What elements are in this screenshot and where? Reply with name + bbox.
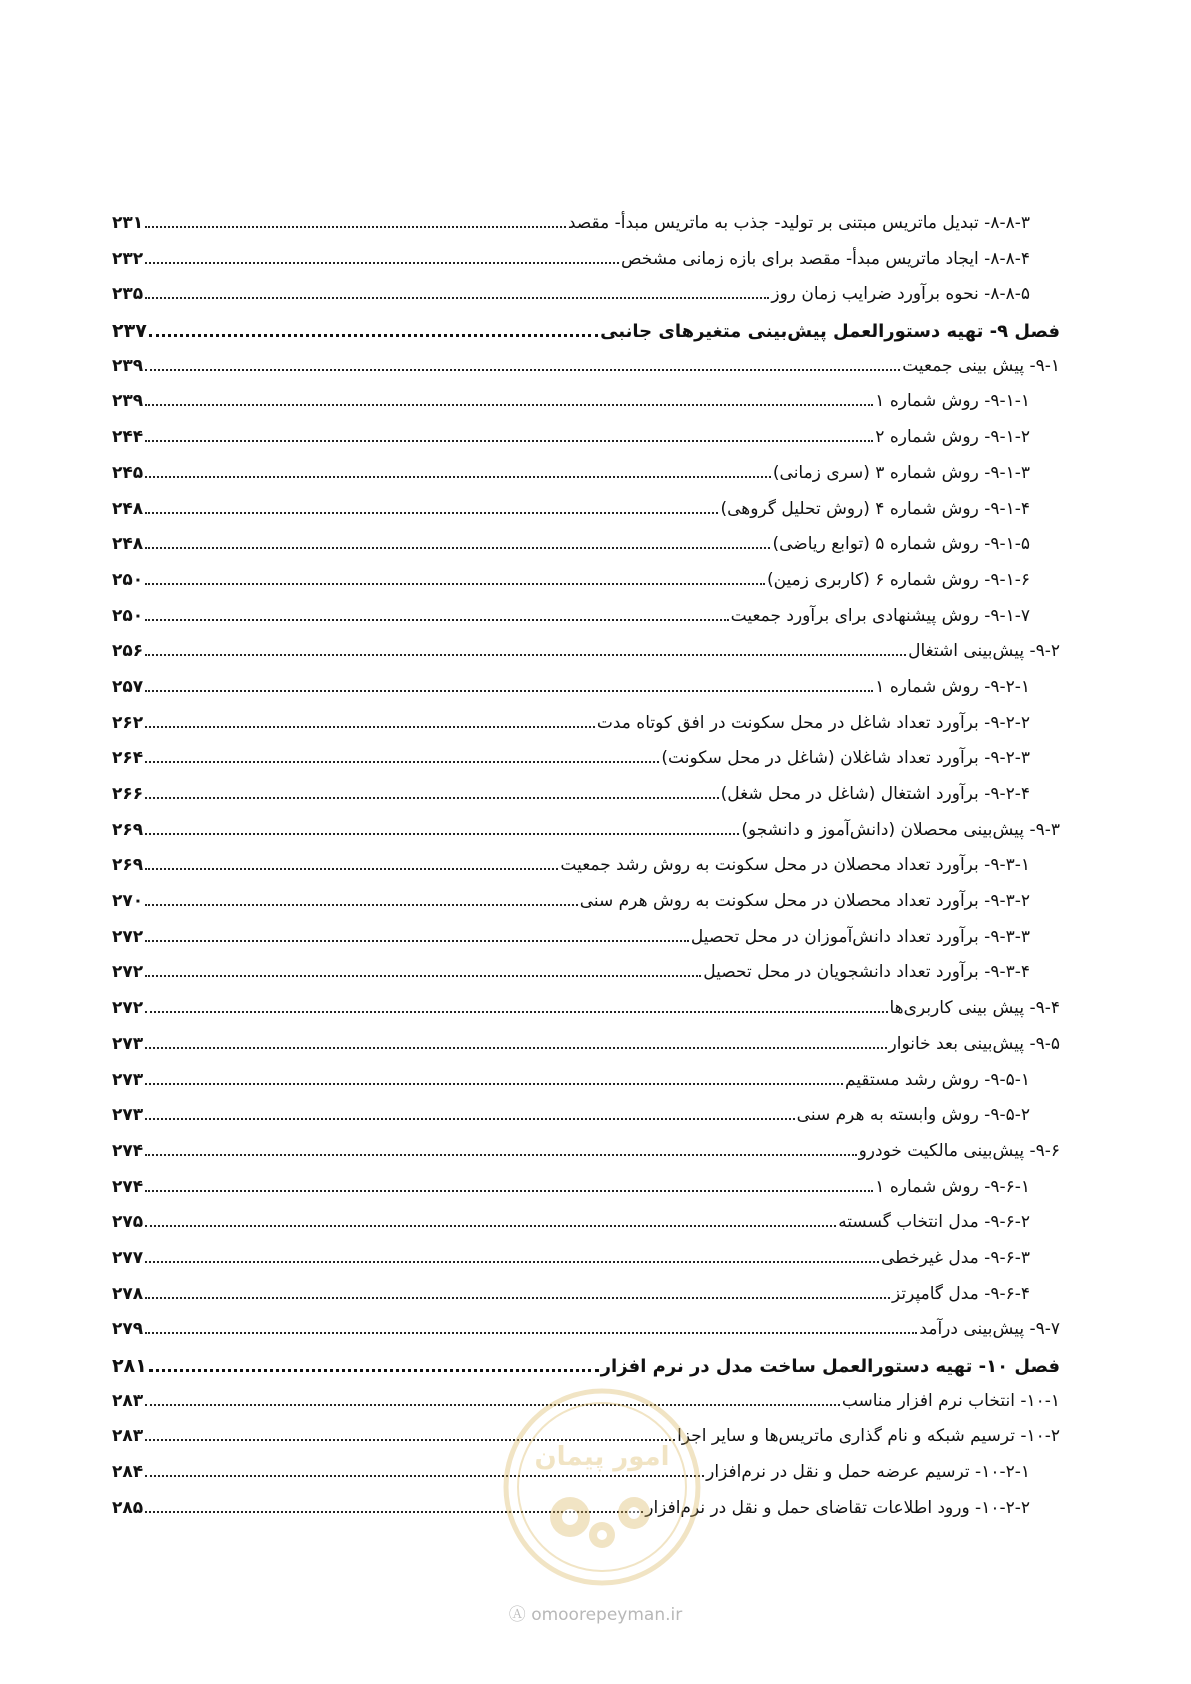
toc-entry-title: ۸-۸-۳- تبدیل ماتریس مبتنی بر تولید- جذب به ماتریس مبدأ- مقصد (567, 213, 1030, 233)
toc-entry[interactable] (112, 606, 1060, 642)
toc-entry-page: ۲۶۹ (112, 819, 144, 840)
toc-entry-page: ۲۷۹ (112, 1319, 144, 1340)
toc-entry-page: ۲۷۲ (112, 926, 144, 947)
toc-entry-page: ۲۷۲ (112, 998, 144, 1019)
dot-leader (145, 653, 906, 656)
toc-entry-title: ۹-۶-۱- روش شماره ۱ (875, 1176, 1030, 1197)
toc-entry-title: ۹-۲-۱- روش شماره ۱ (875, 676, 1030, 697)
toc-entry-title: ۹-۶-۴- مدل گامپرتز (892, 1283, 1030, 1304)
dot-leader (145, 1296, 890, 1299)
toc-entry-title: ۹-۶- پیش‌بینی مالکیت خودرو (858, 1140, 1060, 1161)
toc-entry-page: ۲۷۵ (112, 1212, 144, 1233)
toc-entry[interactable] (112, 998, 1060, 1034)
toc-entry-page: ۲۷۰ (112, 891, 144, 912)
toc-entry-page: ۲۵۷ (112, 676, 144, 697)
dot-leader (145, 618, 728, 621)
toc-entry-title: ۹-۱-۵- روش شماره ۵ (توابع ریاضی) (772, 534, 1030, 555)
toc-chapter-entry[interactable] (112, 320, 1060, 356)
toc-entry[interactable] (112, 570, 1060, 606)
toc-entry[interactable] (112, 962, 1060, 998)
dot-leader (145, 1082, 843, 1085)
toc-entry[interactable] (112, 1248, 1060, 1284)
dot-leader (149, 333, 598, 337)
toc-entry[interactable] (112, 427, 1060, 463)
toc-entry-title: ۹-۱-۴- روش شماره ۴ (روش تحلیل گروهی) (720, 498, 1030, 519)
toc-entry-title: ۹-۳-۳- برآورد تعداد دانش‌آموزان در محل تحصیل (690, 926, 1030, 947)
dot-leader (145, 1117, 795, 1120)
toc-entry-page: ۲۵۰ (112, 569, 144, 590)
toc-entry-page: ۲۳۹ (112, 355, 144, 376)
toc-entry[interactable] (112, 499, 1060, 535)
toc-entry[interactable] (112, 927, 1060, 963)
toc-entry[interactable] (112, 356, 1060, 392)
toc-entry[interactable] (112, 1212, 1060, 1248)
dot-leader (145, 368, 900, 371)
dot-leader (145, 1260, 879, 1263)
toc-entry-page: ۲۷۷ (112, 1247, 144, 1268)
toc-entry-title: ۱۰-۲-۱- ترسیم عرضه حمل و نقل در نرم‌افزار (706, 1462, 1030, 1483)
dot-leader (145, 939, 689, 942)
toc-entry-title: ۹-۷- پیش‌بینی درآمد (919, 1319, 1060, 1340)
toc-entry-page: ۲۴۵ (112, 462, 144, 483)
toc-entry-page: ۲۷۲ (112, 962, 144, 983)
dot-leader (145, 832, 739, 835)
watermark-url (0, 1600, 1191, 1625)
toc-entry[interactable] (112, 677, 1060, 713)
toc-entry-page: ۲۶۲ (112, 712, 144, 733)
toc-entry[interactable] (112, 1070, 1060, 1106)
toc-entry-title: ۹-۳- پیش‌بینی محصلان (دانش‌آموز و دانشجو) (741, 819, 1060, 840)
toc-entry[interactable] (112, 1284, 1060, 1320)
toc-entry-title: ۹-۱-۷- روش پیشنهادی برای برآورد جمعیت (730, 605, 1030, 626)
toc-entry[interactable] (112, 1105, 1060, 1141)
dot-leader (145, 1331, 917, 1334)
toc-entry[interactable] (112, 213, 1060, 249)
dot-leader (149, 1368, 599, 1372)
toc-entry-page: ۲۴۸ (112, 498, 144, 519)
dot-leader (145, 867, 558, 870)
toc-entry-page: ۲۳۵ (112, 284, 144, 305)
dot-leader (145, 689, 873, 692)
toc-entry-title: ۹-۱-۳- روش شماره ۳ (سری زمانی) (772, 462, 1030, 483)
toc-entry-page: ۲۶۶ (112, 784, 144, 804)
toc-entry[interactable] (112, 1034, 1060, 1070)
toc-entry-title: ۹-۱-۲- روش شماره ۲ (875, 427, 1030, 448)
toc-entry-page: ۲۸۳ (112, 1426, 144, 1447)
toc-entry-page: ۲۶۴ (112, 748, 144, 769)
toc-entry[interactable] (112, 1319, 1060, 1355)
toc-entry[interactable] (112, 1141, 1060, 1177)
toc-entry-title: ۸-۸-۵- نحوه برآورد ضرایب زمان روز (771, 284, 1030, 305)
toc-entry-title: ۹-۶-۳- مدل غیرخطی (880, 1247, 1030, 1268)
toc-chapter-page: ۲۳۷ (112, 320, 147, 343)
dot-leader (145, 475, 771, 478)
toc-entry[interactable] (112, 534, 1060, 570)
toc-entry[interactable] (112, 891, 1060, 927)
table-of-contents (112, 213, 1060, 1533)
dot-leader (145, 1224, 836, 1227)
toc-entry-title: ۹-۳-۴- برآورد تعداد دانشجویان در محل تحصیل (703, 962, 1030, 983)
dot-leader (145, 974, 701, 977)
dot-leader (145, 582, 765, 585)
toc-entry-page: ۲۷۳ (112, 1105, 144, 1126)
dot-leader (145, 403, 873, 406)
dot-leader (145, 1010, 887, 1013)
dot-leader (145, 1153, 856, 1156)
toc-entry-page: ۲۷۴ (112, 1176, 144, 1197)
toc-entry[interactable] (112, 713, 1060, 749)
toc-entry-title: ۹-۵-۲- روش وابسته به هرم سنی (796, 1105, 1030, 1126)
toc-entry-page: ۲۷۸ (112, 1283, 144, 1304)
toc-entry-title: ۹-۳-۲- برآورد تعداد محصلان در محل سکونت به روش هرم سنی (579, 891, 1030, 912)
dot-leader (145, 261, 619, 264)
toc-entry-title: ۹-۱-۶- روش شماره ۶ (کاربری زمین) (766, 569, 1030, 590)
toc-entry-title: ۹-۱-۱- روش شماره ۱ (875, 391, 1030, 412)
toc-entry-page: ۲۸۵ (112, 1497, 144, 1518)
toc-entry-title: ۹-۲- پیش‌بینی اشتغال (908, 641, 1060, 662)
toc-chapter-title: فصل ۹- تهیه دستورالعمل پیش‌بینی متغیرهای جانبی (600, 321, 1060, 343)
dot-leader (145, 725, 595, 728)
toc-chapter-title: فصل ۱۰- تهیه دستورالعمل ساخت مدل در نرم افزار (600, 1356, 1060, 1377)
toc-entry-title: ۱۰-۲-۲- ورود اطلاعات تقاضای حمل و نقل در نرم‌افزار (645, 1497, 1030, 1518)
toc-entry[interactable] (112, 1177, 1060, 1213)
toc-entry[interactable] (112, 391, 1060, 427)
dot-leader (145, 1046, 886, 1049)
toc-entry-page: ۲۳۱ (112, 213, 144, 233)
watermark-url-text: omoorepeyman.ir (531, 1605, 683, 1625)
toc-entry[interactable] (112, 784, 1060, 820)
dot-leader (145, 225, 566, 228)
dot-leader (145, 796, 718, 799)
dot-leader (145, 1403, 840, 1406)
toc-entry-page: ۲۸۴ (112, 1462, 144, 1483)
toc-entry-title: ۱۰-۲- ترسیم شبکه و نام گذاری ماتریس‌ها و سایر اجزا (677, 1426, 1060, 1447)
toc-entry[interactable] (112, 463, 1060, 499)
toc-entry-page: ۲۷۳ (112, 1033, 144, 1054)
toc-entry-title: ۹-۵- پیش‌بینی بعد خانوار (888, 1033, 1060, 1054)
toc-entry-page: ۲۴۸ (112, 534, 144, 555)
toc-entry-title: ۱۰-۱- انتخاب نرم افزار مناسب (841, 1390, 1060, 1411)
toc-entry-title: ۹-۲-۳- برآورد تعداد شاغلان (شاغل در محل سکونت) (661, 748, 1030, 769)
toc-chapter-page: ۲۸۱ (112, 1355, 147, 1377)
toc-entry[interactable] (112, 748, 1060, 784)
dot-leader (145, 439, 873, 442)
toc-entry-page: ۲۳۹ (112, 391, 144, 412)
toc-entry[interactable] (112, 820, 1060, 856)
toc-entry-title: ۹-۵-۱- روش رشد مستقیم (844, 1069, 1030, 1090)
dot-leader (145, 296, 769, 299)
toc-entry-page: ۲۶۹ (112, 855, 144, 876)
toc-entry-page: ۲۷۳ (112, 1069, 144, 1090)
toc-entry-title: ۹-۳-۱- برآورد تعداد محصلان در محل سکونت به روش رشد جمعیت (560, 855, 1030, 876)
toc-entry-page: ۲۴۴ (112, 427, 144, 448)
watermark-seal-text: امور پیمان (534, 1442, 670, 1472)
toc-entry-title: ۹-۲-۴- برآورد اشتغال (شاغل در محل شغل) (720, 784, 1030, 804)
toc-entry-title: ۹-۶-۲- مدل انتخاب گسسته (838, 1212, 1030, 1233)
watermark-seal (500, 1385, 705, 1590)
toc-entry-page: ۲۷۴ (112, 1140, 144, 1161)
toc-entry-title: ۹-۲-۲- برآورد تعداد شاغل در محل سکونت در افق کوتاه مدت (596, 712, 1030, 733)
toc-entry-title: ۸-۸-۴- ایجاد ماتریس مبدأ- مقصد برای بازه زمانی مشخص (620, 248, 1030, 269)
toc-entry-title: ۹-۱- پیش بینی جمعیت (902, 355, 1060, 376)
dot-leader (145, 546, 770, 549)
toc-entry[interactable] (112, 855, 1060, 891)
toc-entry-page: ۲۵۶ (112, 641, 144, 662)
toc-entry[interactable] (112, 249, 1060, 285)
toc-entry[interactable] (112, 284, 1060, 320)
toc-entry-title: ۹-۴- پیش بینی کاربری‌ها (889, 998, 1060, 1019)
toc-entry[interactable] (112, 641, 1060, 677)
toc-entry-page: ۲۸۳ (112, 1390, 144, 1411)
at-icon: Ⓐ (508, 1605, 526, 1625)
dot-leader (145, 1189, 873, 1192)
dot-leader (145, 760, 659, 763)
toc-entry-page: ۲۵۰ (112, 605, 144, 626)
dot-leader (145, 903, 578, 906)
toc-entry-page: ۲۳۲ (112, 248, 144, 269)
dot-leader (145, 511, 718, 514)
